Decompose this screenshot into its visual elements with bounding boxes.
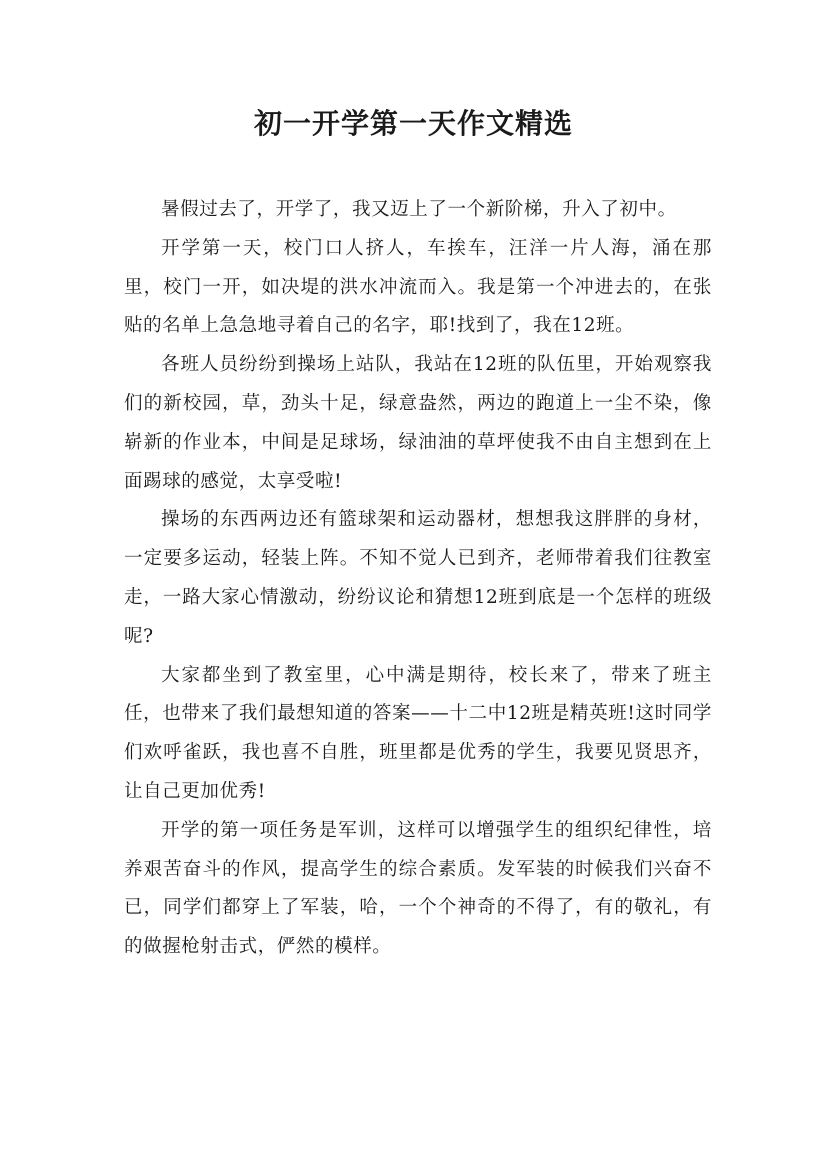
document-body <box>124 191 712 967</box>
paragraph-2: 开学第一天，校门口人挤人，车挨车，汪洋一片人海，涌在那里，校门一开，如决堤的洪水冲流而入。我是第一个冲进去的，在张贴的名单上急急地寻着自己的名字，耶!找到了，我在12班。 <box>124 237 712 337</box>
paragraph-3: 各班人员纷纷到操场上站队，我站在12班的队伍里，开始观察我们的新校园，草，劲头十足，绿意盎然，两边的跑道上一尘不染，像崭新的作业本，中间是足球场，绿油油的草坪使我不由自主想到在上面踢球的感觉，太享受啦! <box>124 354 712 492</box>
paragraph-6: 开学的第一项任务是军训，这样可以增强学生的组织纪律性，培养艰苦奋斗的作风，提高学生的综合素质。发军装的时候我们兴奋不已，同学们都穿上了军装，哈，一个个神奇的不得了，有的敬礼，有的做握枪射击式，俨然的模样。 <box>124 819 712 958</box>
paragraph-5: 大家都坐到了教室里，心中满是期待，校长来了，带来了班主任，也带来了我们最想知道的答案——十二中12班是精英班!这时同学们欢呼雀跃，我也喜不自胜，班里都是优秀的学生，我要见贤思齐，让自己更加优秀! <box>124 664 712 802</box>
document-title: 初一开学第一天作文精选 <box>253 107 573 140</box>
paragraph-1: 暑假过去了，开学了，我又迈上了一个新阶梯，升入了初中。 <box>161 199 677 220</box>
paragraph-4: 操场的东西两边还有篮球架和运动器材，想想我这胖胖的身材，一定要多运动，轻装上阵。不知不觉人已到齐，老师带着我们往教室走，一路大家心情激动，纷纷议论和猜想12班到底是一个怎样的班级呢? <box>124 509 712 647</box>
